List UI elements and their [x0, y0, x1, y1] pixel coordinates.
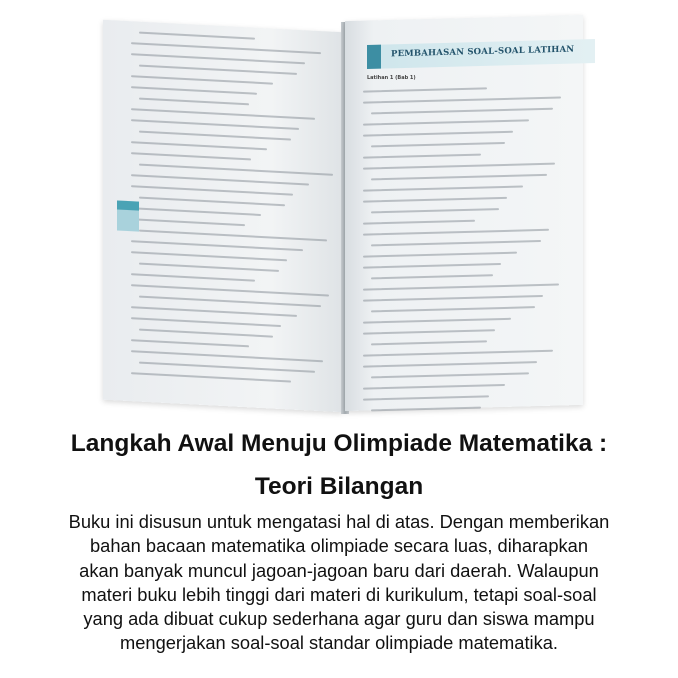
text-line [131, 152, 251, 160]
text-line [363, 252, 517, 258]
text-line [131, 42, 321, 54]
solution-text-lines [363, 85, 563, 420]
text-line [363, 284, 559, 291]
text-line [131, 218, 245, 226]
text-line [139, 131, 291, 141]
text-line [363, 119, 529, 125]
text-line [131, 119, 299, 130]
text-line [139, 98, 249, 106]
section-banner-title: PEMBAHASAN SOAL-SOAL LATIHAN [391, 44, 575, 60]
text-line [363, 229, 549, 236]
text-line [371, 174, 547, 181]
text-line [131, 306, 297, 317]
description-line: akan banyak muncul jagoan-jagoan baru dari daerah. Walaupun [79, 559, 599, 581]
text-line [371, 240, 541, 246]
text-line [363, 295, 543, 302]
text-line [371, 306, 535, 312]
text-line [131, 350, 323, 362]
text-line [363, 96, 561, 103]
text-line [363, 131, 513, 137]
text-line [363, 154, 481, 159]
text-line [131, 75, 273, 84]
text-line [139, 164, 333, 176]
description-line: mengerjakan soal-soal standar olimpiade matematika. [120, 632, 558, 654]
text-line [363, 318, 511, 324]
product-title-line: Teori Bilangan [254, 473, 424, 500]
text-line [139, 329, 273, 338]
text-line [363, 395, 489, 400]
description-line: yang ada dibuat cukup sederhana agar guru dan siswa mampu [83, 608, 595, 630]
text-line [363, 350, 553, 357]
text-line [131, 86, 257, 95]
text-line [371, 274, 493, 279]
text-line [363, 263, 501, 269]
text-line [139, 197, 285, 207]
text-line [371, 340, 487, 345]
text-line [131, 317, 281, 327]
description-line: materi buku lebih tinggi dari materi di kurikulum, tetapi soal-soal [81, 583, 597, 605]
description-line: bahan bacaan matematika olimpiade secara luas, diharapkan [90, 535, 588, 557]
text-line [131, 185, 293, 195]
text-line [131, 273, 255, 281]
text-line [131, 207, 261, 216]
text-line [131, 339, 249, 347]
text-line [139, 362, 315, 373]
product-title-line: Langkah Awal Menuju Olimpiade Matematika : [70, 430, 608, 457]
text-line [371, 407, 481, 412]
text-line [363, 384, 505, 390]
left-page-references [103, 20, 343, 413]
text-line [139, 296, 321, 308]
chapter-tab-decoration [117, 200, 139, 231]
text-line [363, 220, 475, 225]
text-line [363, 87, 487, 92]
text-line [363, 329, 495, 334]
reference-text-lines [131, 31, 331, 393]
text-line [131, 372, 291, 382]
description-line: Buku ini disusun untuk mengatasi hal di atas. Dengan memberikan [68, 511, 610, 532]
text-line [131, 284, 329, 296]
text-line [371, 142, 505, 148]
text-line [363, 197, 507, 203]
text-line [131, 174, 309, 185]
text-line [363, 361, 537, 368]
text-line [131, 141, 267, 150]
text-line [131, 108, 315, 120]
text-line [371, 108, 553, 115]
open-book [95, 12, 590, 412]
text-line [371, 372, 529, 378]
text-line [139, 65, 297, 75]
text-line [363, 185, 523, 191]
text-line [139, 230, 327, 242]
text-line [131, 53, 305, 64]
text-line [131, 240, 303, 251]
text-line [371, 208, 499, 213]
text-line [139, 32, 255, 40]
text-line [131, 251, 287, 261]
text-line [363, 163, 555, 170]
text-line [139, 263, 279, 272]
product-description [0, 510, 678, 656]
product-title [0, 422, 678, 508]
exercise-subheading: Latihan 1 (Bab 1) [367, 75, 416, 81]
